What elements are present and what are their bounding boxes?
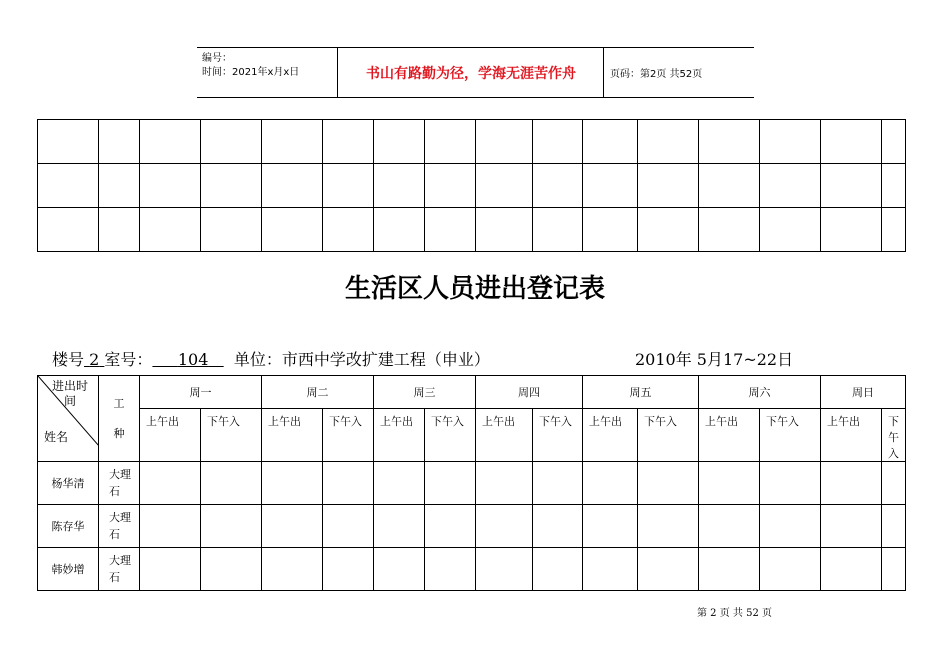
entry-cell[interactable] xyxy=(882,548,906,591)
half-in-label: 下午入 xyxy=(425,409,476,462)
page-footer: 第 2 页 共 52 页 xyxy=(697,608,772,619)
half-in-label: 下午入 xyxy=(760,409,821,462)
table-row xyxy=(38,505,906,548)
half-header-row xyxy=(38,409,906,462)
entry-cell[interactable] xyxy=(374,462,425,505)
empty-grid-top xyxy=(37,119,906,252)
entry-cell[interactable] xyxy=(201,548,262,591)
entry-cell[interactable] xyxy=(425,548,476,591)
entry-cell[interactable] xyxy=(760,462,821,505)
entry-cell[interactable] xyxy=(533,505,583,548)
entry-cell[interactable] xyxy=(699,505,760,548)
entry-cell[interactable] xyxy=(638,462,699,505)
corner-top-label: 进出时间 xyxy=(51,379,88,408)
table-row xyxy=(38,548,906,591)
person-trade: 大理 石 xyxy=(99,505,140,548)
entry-cell[interactable] xyxy=(476,505,533,548)
day-header: 周三 xyxy=(374,376,476,409)
person-trade: 大理 石 xyxy=(99,548,140,591)
person-trade: 大理 石 xyxy=(99,462,140,505)
document-header xyxy=(197,47,754,98)
entry-cell[interactable] xyxy=(699,462,760,505)
entry-cell[interactable] xyxy=(262,462,323,505)
page-title: 生活区人员进出登记表 xyxy=(344,274,605,304)
half-out-label: 上午出 xyxy=(374,409,425,462)
entry-cell[interactable] xyxy=(201,462,262,505)
half-out-label: 上午出 xyxy=(476,409,533,462)
entry-cell[interactable] xyxy=(583,505,638,548)
half-in-label: 下午入 xyxy=(882,409,906,462)
half-out-label: 上午出 xyxy=(821,409,882,462)
entry-cell[interactable] xyxy=(699,548,760,591)
corner-cell xyxy=(38,376,99,462)
entry-cell[interactable] xyxy=(262,505,323,548)
half-out-label: 上午出 xyxy=(699,409,760,462)
entry-cell[interactable] xyxy=(262,548,323,591)
time-label: 时间：2021年x月x日 xyxy=(202,67,300,78)
entry-cell[interactable] xyxy=(583,548,638,591)
half-out-label: 上午出 xyxy=(140,409,201,462)
empty-row xyxy=(38,208,906,252)
half-out-label: 上午出 xyxy=(262,409,323,462)
room-label: 室号： xyxy=(104,350,153,369)
day-header: 周六 xyxy=(699,376,821,409)
day-header: 周四 xyxy=(476,376,583,409)
unit-label: 单位：市西中学改扩建工程（申业） xyxy=(233,350,490,369)
entry-cell[interactable] xyxy=(140,505,201,548)
entry-cell[interactable] xyxy=(476,462,533,505)
building-value: 2 xyxy=(89,350,100,369)
entry-cell[interactable] xyxy=(882,505,906,548)
entry-cell[interactable] xyxy=(323,505,374,548)
corner-bottom-label: 姓名 xyxy=(44,430,69,444)
half-in-label: 下午入 xyxy=(201,409,262,462)
entry-cell[interactable] xyxy=(821,505,882,548)
room-value: 104 xyxy=(177,350,209,369)
half-in-label: 下午入 xyxy=(323,409,374,462)
person-name: 杨华清 xyxy=(38,462,99,505)
day-header: 周日 xyxy=(821,376,906,409)
entry-cell[interactable] xyxy=(323,548,374,591)
table-row xyxy=(38,462,906,505)
trade-header: 工 种 xyxy=(99,376,140,462)
number-label: 编号： xyxy=(202,53,232,64)
entry-cell[interactable] xyxy=(533,548,583,591)
entry-cell[interactable] xyxy=(583,462,638,505)
header-motto: 书山有路勤为径，学海无涯苦作舟 xyxy=(339,48,604,97)
day-header: 周一 xyxy=(140,376,262,409)
person-name: 陈存华 xyxy=(38,505,99,548)
entry-cell[interactable] xyxy=(533,462,583,505)
building-label: 楼号 xyxy=(52,350,85,369)
entry-cell[interactable] xyxy=(140,462,201,505)
entry-cell[interactable] xyxy=(638,548,699,591)
person-name: 韩妙增 xyxy=(38,548,99,591)
entry-cell[interactable] xyxy=(760,548,821,591)
day-header-row xyxy=(38,376,906,409)
info-line xyxy=(52,347,490,370)
entry-cell[interactable] xyxy=(638,505,699,548)
entry-cell[interactable] xyxy=(476,548,533,591)
entry-cell[interactable] xyxy=(140,548,201,591)
day-header: 周二 xyxy=(262,376,374,409)
header-page-label: 页码：第2页 共52页 xyxy=(610,69,703,80)
entry-cell[interactable] xyxy=(323,462,374,505)
half-in-label: 下午入 xyxy=(638,409,699,462)
day-header: 周五 xyxy=(583,376,699,409)
entry-cell[interactable] xyxy=(882,462,906,505)
entry-cell[interactable] xyxy=(374,505,425,548)
register-table xyxy=(37,375,906,591)
header-meta xyxy=(197,48,338,97)
entry-cell[interactable] xyxy=(425,505,476,548)
entry-cell[interactable] xyxy=(425,462,476,505)
entry-cell[interactable] xyxy=(201,505,262,548)
entry-cell[interactable] xyxy=(760,505,821,548)
empty-row xyxy=(38,164,906,208)
half-out-label: 上午出 xyxy=(583,409,638,462)
entry-cell[interactable] xyxy=(821,548,882,591)
entry-cell[interactable] xyxy=(374,548,425,591)
half-in-label: 下午入 xyxy=(533,409,583,462)
date-text: 2010年 5月17~22日 xyxy=(635,350,794,369)
empty-row xyxy=(38,120,906,164)
entry-cell[interactable] xyxy=(821,462,882,505)
